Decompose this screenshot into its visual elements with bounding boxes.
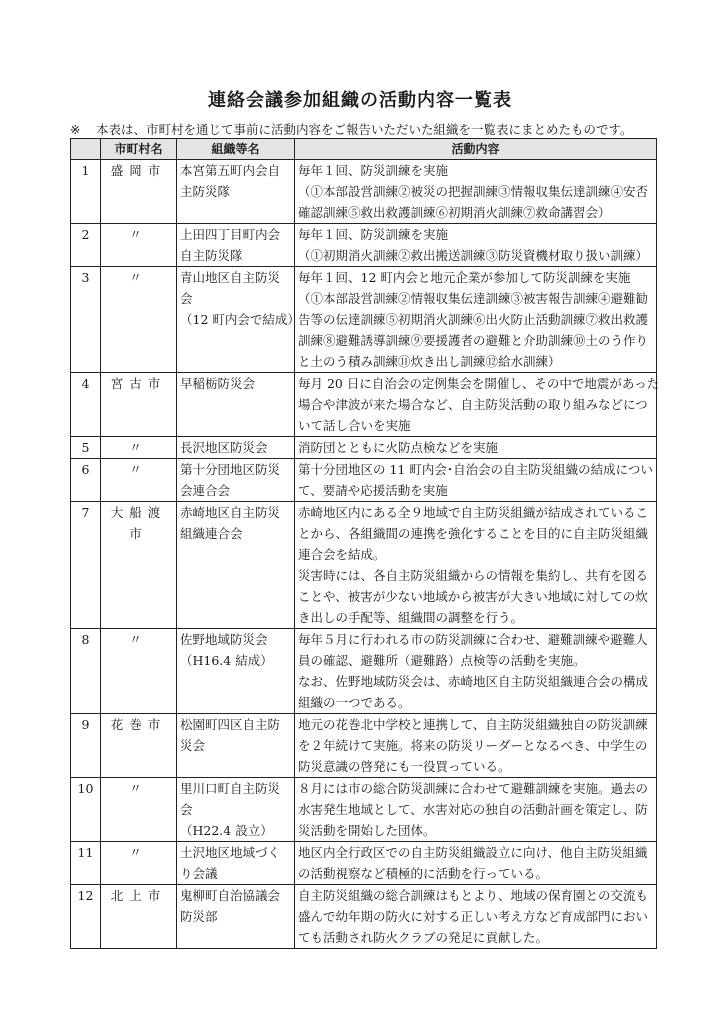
municipality-name: 〃 bbox=[101, 629, 177, 714]
organization-name-line: 組織連合会 bbox=[180, 526, 243, 541]
activity-line: （①本部設営訓練②被災の把握訓練③情報収集伝達訓練④安否 bbox=[298, 184, 649, 199]
activity-line: 第十分団地区の 11 町内会･自治会の自主防災組織の結成につい bbox=[298, 462, 653, 477]
activity-line: 組織の一つである。 bbox=[298, 695, 411, 710]
activity-line: ても活動され防火クラブの発足に貢献した。 bbox=[298, 930, 549, 945]
row-number: 9 bbox=[71, 714, 101, 778]
organization-cell bbox=[177, 459, 295, 502]
activity-line: （①本部設営訓練②情報収集伝達訓練③被害報告訓練④避難勧 bbox=[298, 291, 649, 306]
row-number: 4 bbox=[71, 373, 101, 437]
table-body bbox=[71, 160, 660, 949]
activity-line: 消防団とともに火防点検などを実施 bbox=[298, 440, 499, 455]
table-row bbox=[71, 224, 657, 267]
activity-line: 毎年１回、防災訓練を実施 bbox=[298, 163, 449, 178]
activity-cell bbox=[295, 224, 657, 267]
municipality-name: 〃 bbox=[101, 267, 177, 373]
table-row bbox=[71, 267, 657, 373]
organization-name-line: 会 bbox=[180, 291, 193, 306]
organization-cell bbox=[177, 502, 295, 629]
organization-name-line: 防災部 bbox=[180, 909, 218, 924]
row-number: 1 bbox=[71, 160, 101, 224]
note-text: 本表は、市町村を通じて事前に活動内容をご報告いただいた組織を一覧表にまとめたものです。 bbox=[96, 122, 633, 137]
organization-cell bbox=[177, 437, 295, 459]
activity-line: て、要請や応援活動を実施 bbox=[298, 483, 448, 498]
activity-cell bbox=[295, 714, 657, 778]
header-activity: 活動内容 bbox=[295, 139, 657, 160]
row-number: 8 bbox=[71, 629, 101, 714]
activity-cell bbox=[295, 629, 657, 714]
activity-line: 自主防災組織の総合訓練はもとより、地域の保育園との交流も bbox=[298, 888, 649, 903]
activity-line: ことや、被害が少ない地域から被害が大きい地域に対しての炊 bbox=[298, 589, 648, 604]
activity-line: 地元の花巻北中学校と連携して、自主防災組織独自の防災訓練 bbox=[298, 717, 648, 732]
activity-line: とから、各組織間の連携を強化することを目的に自主防災組織 bbox=[298, 526, 649, 541]
organization-name-line: 本宮第五町内会自 bbox=[180, 163, 281, 178]
activity-line: なお、佐野地域防災会は、赤崎地区自主防災組織連合会の構成 bbox=[298, 674, 649, 689]
activity-line: の活動視察など積極的に活動を行っている。 bbox=[298, 866, 549, 881]
activity-line: いて話し合いを実施 bbox=[298, 418, 411, 433]
organization-name-line: 青山地区自主防災 bbox=[180, 270, 281, 285]
row-number: 5 bbox=[71, 437, 101, 459]
table-header-row bbox=[71, 139, 657, 160]
activity-line: 毎年５月に行われる市の防災訓練に合わせ、避難訓練や避難人 bbox=[298, 632, 648, 647]
organization-cell bbox=[177, 373, 295, 437]
activity-cell bbox=[295, 373, 660, 437]
organization-name-line: 早稲栃防災会 bbox=[180, 376, 256, 391]
activity-cell bbox=[295, 437, 657, 459]
organization-cell bbox=[177, 629, 295, 714]
table-row bbox=[71, 629, 657, 714]
organization-note: （H22.4 設立） bbox=[180, 823, 273, 838]
activity-cell bbox=[295, 160, 657, 224]
activity-line: を２年続けて実施。将来の防災リーダーとなるべき、中学生の bbox=[298, 738, 648, 753]
note-mark: ※ bbox=[70, 122, 81, 137]
activity-line: 災活動を開始した団体。 bbox=[298, 823, 436, 838]
row-number: 7 bbox=[71, 502, 101, 629]
activity-line: 災害時には、各自主防災組織からの情報を集約し、共有を図る bbox=[298, 568, 649, 583]
organization-cell bbox=[177, 714, 295, 778]
activity-table bbox=[70, 138, 660, 949]
municipality-name: 〃 bbox=[101, 224, 177, 267]
organization-name-line: 松園町四区自主防 bbox=[180, 717, 281, 732]
municipality-name: 宮古市 bbox=[101, 373, 177, 437]
organization-name-line: 上田四丁目町内会 bbox=[180, 227, 281, 242]
organization-name-line: 主防災隊 bbox=[180, 184, 231, 199]
row-number: 11 bbox=[71, 842, 101, 885]
activity-line: 連合会を結成。 bbox=[298, 547, 386, 562]
table-row bbox=[71, 437, 657, 459]
activity-cell bbox=[295, 885, 657, 949]
municipality-name: 北上市 bbox=[101, 885, 177, 949]
organization-note: （12 町内会で結成） bbox=[180, 312, 300, 327]
activity-line: 防災意識の啓発にも一役買っている。 bbox=[298, 759, 511, 774]
table-row bbox=[71, 160, 657, 224]
row-number: 2 bbox=[71, 224, 101, 267]
activity-line: 告等の伝達訓練⑤初期消火訓練⑥出火防止活動訓練⑦救出救護 bbox=[298, 312, 649, 327]
organization-name-line: 会連合会 bbox=[180, 483, 231, 498]
organization-note: （H16.4 結成） bbox=[180, 653, 273, 668]
activity-cell bbox=[295, 267, 657, 373]
activity-line: ８月には市の総合防災訓練に合わせて避難訓練を実施。過去の bbox=[298, 781, 649, 796]
organization-name-line: 里川口町自主防災 bbox=[180, 781, 281, 796]
table-row bbox=[71, 714, 657, 778]
activity-line: き出しの手配等、組織間の調整を行う。 bbox=[298, 610, 524, 625]
municipality-name: 〃 bbox=[101, 778, 177, 842]
row-number: 10 bbox=[71, 778, 101, 842]
organization-cell bbox=[177, 885, 295, 949]
table-row bbox=[71, 842, 657, 885]
organization-name-line: 赤崎地区自主防災 bbox=[180, 505, 281, 520]
organization-cell bbox=[177, 267, 300, 373]
municipality-name: 〃 bbox=[101, 842, 177, 885]
activity-cell bbox=[295, 778, 657, 842]
header-org: 組織等名 bbox=[177, 139, 295, 160]
activity-line: 確認訓練⑤救出救護訓練⑥初期消火訓練⑦救命講習会） bbox=[298, 205, 611, 220]
activity-cell bbox=[295, 842, 657, 885]
activity-line: 毎年１回、12 町内会と地元企業が参加して防災訓練を実施 bbox=[298, 270, 631, 285]
page-title: 連絡会議参加組織の活動内容一覧表 bbox=[208, 90, 512, 111]
organization-name-line: 長沢地区防災会 bbox=[180, 440, 268, 455]
organization-name-line: 鬼柳町自治協議会 bbox=[180, 888, 281, 903]
organization-name-line: り会議 bbox=[180, 866, 218, 881]
activity-line: 水害発生地域として、水害対応の独自の活動計画を策定し、防 bbox=[298, 802, 648, 817]
municipality-name: 盛岡市 bbox=[101, 160, 177, 224]
table-row bbox=[71, 502, 657, 629]
activity-line: 員の確認、避難所（避難路）点検等の活動を実施。 bbox=[298, 653, 586, 668]
table-row bbox=[71, 778, 657, 842]
activity-line: 毎年１回、防災訓練を実施 bbox=[298, 227, 449, 242]
activity-line: 赤崎地区内にある全９地域で自主防災組織が結成されているこ bbox=[298, 505, 649, 520]
row-number: 3 bbox=[71, 267, 101, 373]
organization-cell bbox=[177, 842, 295, 885]
organization-cell bbox=[177, 778, 295, 842]
municipality-name: 〃 bbox=[101, 459, 177, 502]
activity-line: と土のう積み訓練⑪炊き出し訓練⑫給水訓練） bbox=[298, 354, 561, 369]
organization-name-line: 佐野地域防災会 bbox=[180, 632, 268, 647]
activity-cell bbox=[295, 502, 657, 629]
organization-name-line: 災会 bbox=[180, 738, 206, 753]
activity-cell bbox=[295, 459, 657, 502]
row-number: 6 bbox=[71, 459, 101, 502]
header-city: 市町村名 bbox=[101, 139, 177, 160]
organization-cell bbox=[177, 160, 295, 224]
organization-cell bbox=[177, 224, 295, 267]
municipality-name: 大船渡市 bbox=[101, 502, 177, 629]
activity-line: 場合や津波が来た場合など、自主防災活動の取り組みなどにつ bbox=[298, 397, 648, 412]
activity-line: 訓練⑧避難誘導訓練⑨要援護者の避難と介助訓練⑩土のう作り bbox=[298, 333, 649, 348]
header-no bbox=[71, 139, 101, 160]
municipality-name: 〃 bbox=[101, 437, 177, 459]
organization-name-line: 自主防災隊 bbox=[180, 248, 243, 263]
municipality-name: 花巻市 bbox=[101, 714, 177, 778]
activity-line: （①初期消火訓練②救出搬送訓練③防災資機材取り扱い訓練） bbox=[298, 248, 649, 263]
organization-name-line: 土沢地区地域づく bbox=[180, 845, 281, 860]
row-number: 12 bbox=[71, 885, 101, 949]
table-row bbox=[71, 885, 657, 949]
organization-name-line: 第十分団地区防災 bbox=[180, 462, 281, 477]
table-note bbox=[70, 120, 700, 138]
activity-line: 地区内全行政区での自主防災組織設立に向け、他自主防災組織 bbox=[298, 845, 648, 860]
table-row bbox=[71, 373, 657, 437]
activity-line: 盛んで幼年期の防火に対する正しい考え方など育成部門におい bbox=[298, 909, 649, 924]
table-row bbox=[71, 459, 657, 502]
activity-line: 毎月 20 日に自治会の定例集会を開催し、その中で地震があった bbox=[298, 376, 660, 391]
organization-name-line: 会 bbox=[180, 802, 193, 817]
